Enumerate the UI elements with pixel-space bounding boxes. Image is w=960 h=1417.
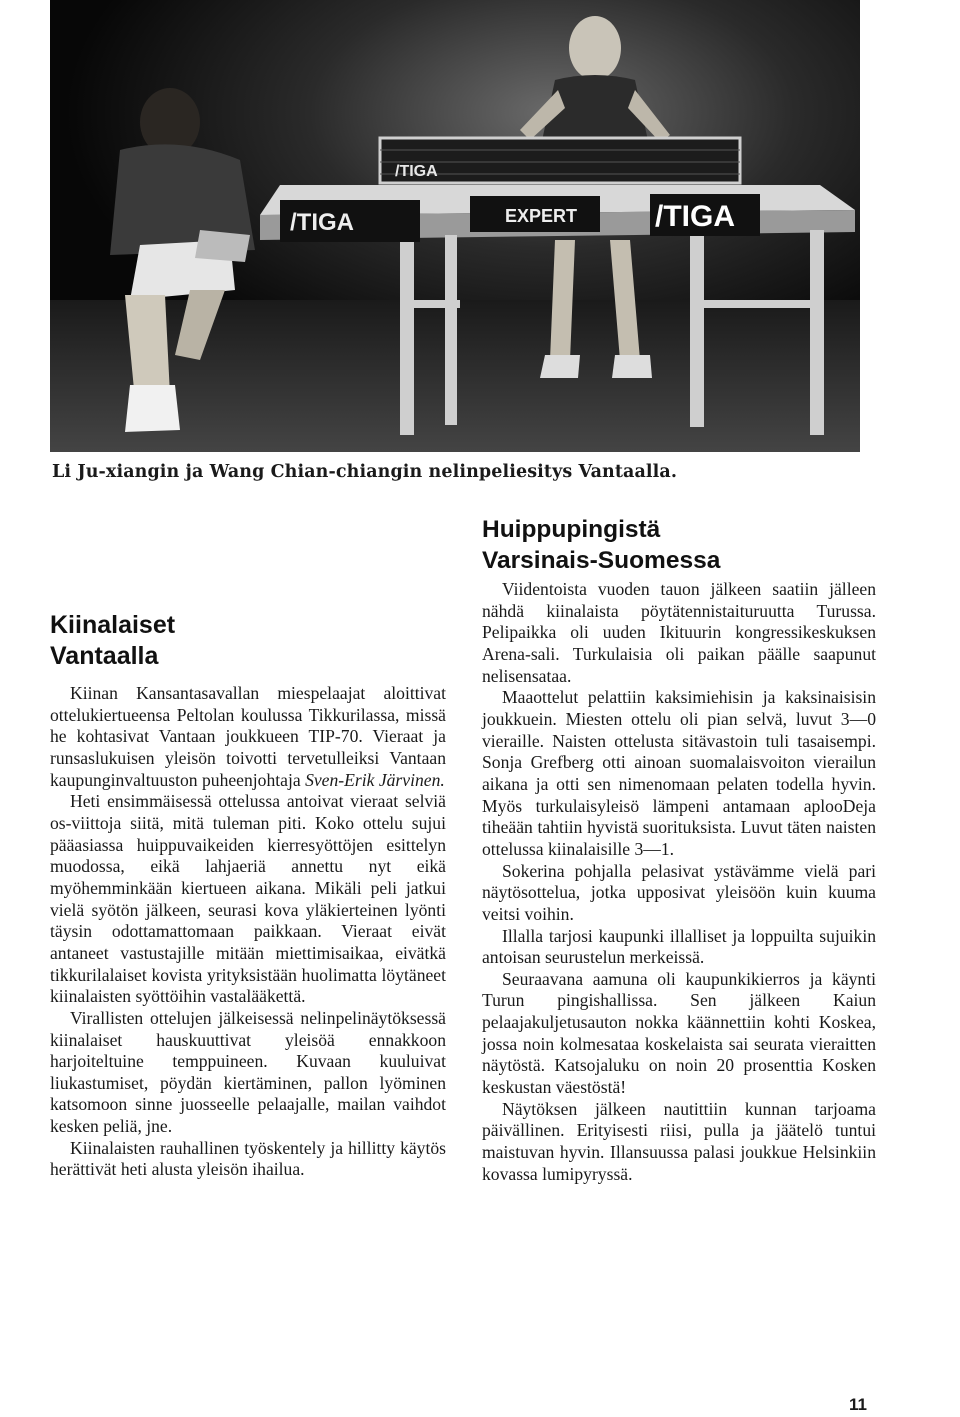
page-number: 11	[849, 1395, 867, 1414]
right-paragraph-1: Viidentoista vuoden tauon jälkeen saatiin jälleen nähdä kiinalaista pöytätennistaituruutta Turussa. Pelipaikka oli uuden Ikituurin kongressikeskuksen Arena-sali. Turkulaisia oli paikan päälle saapunut nelisensataa.	[482, 579, 876, 686]
photo-caption: Li Ju-xiangin ja Wang Chian-chiangin nelinpeliesitys Vantaalla.	[52, 462, 678, 482]
left-paragraph-2: Heti ensimmäisessä ottelussa antoivat vieraat selviä os-viittoja siitä, mitä tuleman piti. Koko ottelu sujui pääasiassa huippuvaikeiden kierresyöttöjen esittelyn muodossa, eikä lahjaeriä annettu nyt eikä myöhemminkään kiertueen aikana. Mikäli peli jatkui vielä syötön jälkeen, seurasi kova yläkierteinen lyönti täysin odottamattomaan paikkaan. Vieraat eivät antaneet vastustajille mitään miettimisaikaa, eivätkä tikkurilalaiset kovista yrityksistään huolimatta löytäneet kiinalaisten syöttöihin vastalääkettä.	[50, 791, 446, 1007]
left-p1-text: Kiinan Kansantasavallan miespelaajat aloittivat ottelukiertueensa Peltolan koulussa Tikkurilassa, missä he kohtasivat Vantaan joukkueen TIP-70. Vieraat ja runsaslukuisen yleisön toivotti tervetulleiksi Vantaan kaupunginvaltuuston puheenjohtaja	[50, 683, 446, 790]
right-paragraph-3: Sokerina pohjalla pelasivat ystävämme vielä pari näytösottelua, jotka upposivat yleisöön kuin kuuma veitsi voihin.	[482, 860, 876, 924]
left-article-body	[50, 683, 446, 1181]
svg-text:EXPERT: EXPERT	[505, 206, 578, 226]
svg-text:/TIGA: /TIGA	[655, 200, 735, 233]
left-headline-line2: Vantaalla	[50, 642, 159, 670]
right-paragraph-4: Illalla tarjosi kaupunki illalliset ja loppuilta sujuikin antoisan seurustelun merkeissä.	[482, 925, 876, 968]
left-paragraph-4: Kiinalaisten rauhallinen työskentely ja hillitty käytös herättivät heti alusta yleisön ihailua.	[50, 1137, 446, 1180]
right-headline-line2: Varsinais-Suomessa	[482, 547, 721, 574]
table-tennis-photo	[50, 0, 860, 452]
svg-text:/TIGA: /TIGA	[395, 163, 438, 180]
left-paragraph-1	[50, 683, 446, 791]
chairman-name: Sven-Erik Järvinen.	[305, 769, 445, 790]
left-article-headline	[50, 610, 450, 672]
right-paragraph-5: Seuraavana aamuna oli kaupunkikierros ja käynti Turun pingishallissa. Sen jälkeen Kaiun pelaajakuljetusauton nokka käännettiin kohti Koskea, jossa noin kolmesataa koskelaista sai seurata vieraitten näytöstä. Katsojaluku on noin 20 prosenttia Kosken keskustan väestöstä!	[482, 968, 876, 1098]
right-paragraph-2: Maaottelut pelattiin kaksimiehisin ja kaksinaisisin joukkuein. Miesten ottelu oli pian selvä, luvut 3—0 vieraille. Naisten ottelusta sitävastoin tuli tasaisempi. Sonja Grefberg otti ainoan suomalaisvoiton vierailun aikana ja otti sen nimenomaan pelaten todella hyvin. Myös turkulaisyleisö lämpeni antamaan aplooDeja tiheään tahtiin hyvistä suorituksista. Luvut täten naisten ottelussa kiinalaisille 3—1.	[482, 687, 876, 859]
left-headline-line1: Kiinalaiset	[50, 611, 176, 639]
svg-text:/TIGA: /TIGA	[290, 209, 354, 236]
right-paragraph-6: Näytöksen jälkeen nautittiin kunnan tarjoama päivällinen. Erityisesti riisi, pulla ja jäätelö tuntui maistuvan hyvin. Illansuussa palasi joukkue Helsinkiin kovassa lumipyryssä.	[482, 1098, 876, 1184]
right-article-headline	[482, 514, 902, 576]
right-headline-line1: Huippupingistä	[482, 516, 661, 543]
left-paragraph-3: Virallisten ottelujen jälkeisessä nelinpelinäytöksessä kiinalaiset hauskuuttivat yleisöä ennakkoon harjoiteltuine temppuineen. Kuvaan kuuluivat liukastumiset, pöydän kiertäminen, pallon lyöminen katsomoon sinne juosseelle pelaajalle, mailan vaihdot kesken peliä, jne.	[50, 1007, 446, 1137]
right-article-body	[482, 579, 876, 1185]
